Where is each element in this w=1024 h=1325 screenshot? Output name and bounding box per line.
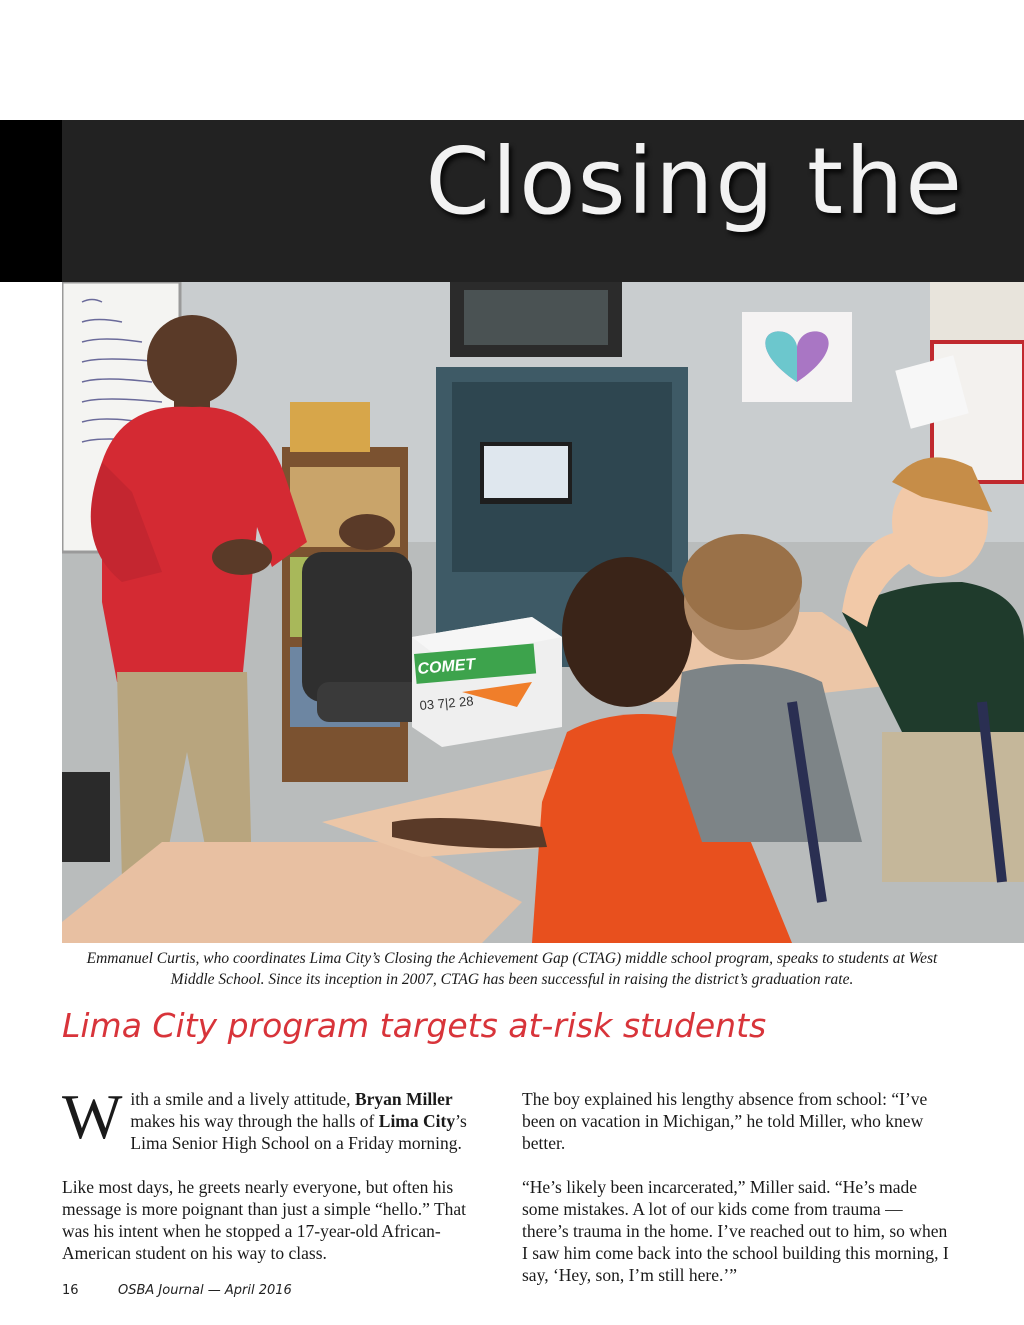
box-code-label: 03 7|2 28 (418, 693, 475, 713)
article-column-left (62, 1081, 492, 1286)
box-brand-label: COMET (416, 656, 476, 678)
article-paragraph: The boy explained his lengthy absence from school: “I’ve been on vacation in Michigan,” he told Miller, who knew better. (522, 1089, 928, 1153)
article-paragraph: Like most days, he greets nearly everyone, but often his message is more poignant than just a simple “hello.” That was his intent when he stopped a 17-year-old African-American student on his way to class. (62, 1177, 467, 1263)
classroom-photo (62, 282, 1024, 943)
page-number: 16 (62, 1283, 79, 1298)
text-run: ith a smile and a lively attitude, (130, 1089, 355, 1109)
person-name: Bryan Miller (354, 1089, 453, 1109)
article-paragraph: “He’s likely been incarcerated,” Miller said. “He’s made some mistakes. A lot of our kids come from trauma — there’s trauma in the home. I’ve reached out to him, so when I saw him come back into the school building this morning, I say, ‘Hey, son, I’m still here.’” (522, 1177, 949, 1285)
article-subhead: Lima City program targets at-risk students (62, 1006, 767, 1045)
classroom-photo-icon (62, 282, 1024, 943)
text-run: makes his way through the halls of (130, 1111, 379, 1131)
drop-cap: W (62, 1081, 123, 1152)
place-name: Lima City (378, 1111, 456, 1131)
article-paragraph (62, 1081, 492, 1154)
caption-line-1: Emmanuel Curtis, who coordinates Lima City’s Closing the Achievement Gap (CTAG) middle school program, speaks to students at West (86, 950, 938, 967)
caption-line-2: Middle School. Since its inception in 2007, CTAG has been successful in raising the district’s graduation rate. (170, 971, 854, 988)
photo-caption (62, 948, 962, 990)
journal-issue: OSBA Journal — April 2016 (118, 1283, 292, 1298)
title-bar-accent (0, 120, 62, 282)
page-title: Closing the (425, 128, 964, 235)
text-run: ’s Lima Senior High School on a Friday morning. (130, 1111, 467, 1153)
page-footer (62, 1283, 292, 1298)
article-column-right (522, 1088, 952, 1308)
